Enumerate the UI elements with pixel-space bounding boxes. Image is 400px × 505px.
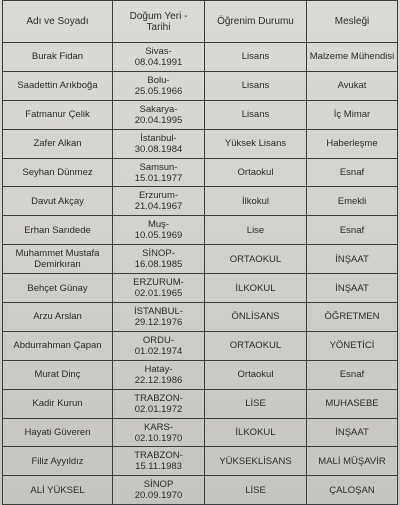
header-birth-line1: Doğum Yeri -: [129, 10, 188, 22]
table-row: [3, 158, 398, 187]
table-row: [3, 245, 398, 274]
cell-name: Hayati Güveren: [3, 418, 113, 447]
table-row: [3, 360, 398, 389]
birth-date: 10.05.1969: [134, 230, 183, 242]
birth-date: 02.01.1972: [134, 403, 183, 415]
header-birth: [113, 1, 205, 43]
cell-education: İlkokul: [205, 187, 307, 216]
birth-date: 16.08.1985: [134, 259, 183, 271]
birth-date: 25.05.1966: [134, 85, 183, 97]
cell-birth: [113, 389, 205, 418]
table-row: [3, 418, 398, 447]
cell-birth: [113, 216, 205, 245]
birth-date: 29.12.1976: [134, 316, 183, 328]
cell-occupation: İç Mimar: [307, 100, 398, 129]
table-row: [3, 216, 398, 245]
cell-name: Fatmanur Çelik: [3, 100, 113, 129]
cell-occupation: İNŞAAT: [307, 418, 398, 447]
birth-date: 21.04.1967: [134, 201, 183, 213]
table-row: [3, 447, 398, 476]
cell-education: LİSE: [205, 476, 307, 505]
cell-education: ORTAOKUL: [205, 331, 307, 360]
cell-occupation: Emekli: [307, 187, 398, 216]
cell-education: Lisans: [205, 71, 307, 100]
table-row: [3, 43, 398, 72]
birth-place: ERZURUM-: [133, 277, 184, 289]
cell-occupation: YÖNETİCİ: [307, 331, 398, 360]
table-row: [3, 389, 398, 418]
table-row: [3, 476, 398, 505]
cell-education: Yüksek Lisans: [205, 129, 307, 158]
cell-birth: [113, 360, 205, 389]
cell-education: Lisans: [205, 100, 307, 129]
cell-birth: [113, 303, 205, 332]
cell-occupation: MUHASEBE: [307, 389, 398, 418]
table-row: [3, 100, 398, 129]
cell-birth: [113, 274, 205, 303]
birth-date: 08.04.1991: [134, 56, 183, 68]
birth-place: İstanbul-: [140, 132, 177, 144]
cell-education: İLKOKUL: [205, 418, 307, 447]
cell-birth: [113, 476, 205, 505]
cell-name: Arzu Arslan: [3, 303, 113, 332]
table-row: [3, 71, 398, 100]
cell-name: Filiz Ayyıldız: [3, 447, 113, 476]
header-name: Adı ve Soyadı: [3, 1, 113, 43]
birth-date: 02.01.1965: [134, 288, 183, 300]
header-birth-line2: Tarihi: [146, 21, 171, 33]
cell-birth: [113, 71, 205, 100]
birth-place: TRABZON-: [134, 450, 183, 462]
birth-place: KARS-: [143, 421, 174, 433]
cell-name: Erhan Sarıdede: [3, 216, 113, 245]
cell-name: ALİ YÜKSEL: [3, 476, 113, 505]
birth-date: 02.10.1970: [134, 432, 183, 444]
cell-occupation: Haberleşme: [307, 129, 398, 158]
cell-education: ORTAOKUL: [205, 245, 307, 274]
table-row: [3, 274, 398, 303]
cell-education: İLKOKUL: [205, 274, 307, 303]
birth-place: TRABZON-: [134, 392, 183, 404]
birth-date: 15.01.1977: [134, 172, 183, 184]
birth-date: 15.11.1983: [135, 461, 182, 473]
table-row: [3, 129, 398, 158]
cell-education: YÜKSEKLİSANS: [205, 447, 307, 476]
cell-education: Ortaokul: [205, 158, 307, 187]
cell-occupation: ÖĞRETMEN: [307, 303, 398, 332]
header-occupation: Mesleği: [307, 1, 398, 43]
birth-date: 01.02.1974: [134, 345, 183, 357]
cell-occupation: İNŞAAT: [307, 245, 398, 274]
cell-birth: [113, 187, 205, 216]
birth-place: Sakarya-: [139, 103, 178, 115]
birth-date: 22.12.1986: [134, 374, 183, 386]
cell-birth: [113, 129, 205, 158]
cell-occupation: İNŞAAT: [307, 274, 398, 303]
birth-place: SİNOP-: [142, 248, 175, 260]
cell-name: Murat Dinç: [3, 360, 113, 389]
cell-birth: [113, 331, 205, 360]
cell-occupation: MALİ MÜŞAVİR: [307, 447, 398, 476]
birth-place: İSTANBUL-: [134, 305, 183, 317]
cell-name: Davut Akçay: [3, 187, 113, 216]
cell-name: Muhammet Mustafa Demirkıran: [3, 245, 113, 274]
cell-name: Zafer Alkan: [3, 129, 113, 158]
birth-place: Erzurum-: [138, 190, 179, 202]
cell-occupation: Esnaf: [307, 216, 398, 245]
cell-birth: [113, 100, 205, 129]
birth-date: 20.09.1970: [134, 490, 183, 502]
cell-occupation: Esnaf: [307, 360, 398, 389]
cell-education: Ortaokul: [205, 360, 307, 389]
cell-name: Seyhan Dünmez: [3, 158, 113, 187]
cell-name: Abdurrahman Çapan: [3, 331, 113, 360]
table-row: [3, 303, 398, 332]
people-table: [2, 0, 398, 505]
birth-place: Bolu-: [147, 74, 170, 86]
cell-birth: [113, 158, 205, 187]
cell-education: LİSE: [205, 389, 307, 418]
cell-name: Kadir Kurun: [3, 389, 113, 418]
cell-education: Lisans: [205, 43, 307, 72]
table-row: [3, 187, 398, 216]
birth-place: Muş-: [147, 219, 170, 231]
birth-place: ORDU-: [142, 334, 175, 346]
birth-place: Hatay-: [144, 363, 173, 375]
table-row: [3, 331, 398, 360]
cell-occupation: ÇALOŞAN: [307, 476, 398, 505]
birth-date: 20.04.1995: [134, 114, 183, 126]
cell-occupation: Malzeme Mühendisi: [307, 43, 398, 72]
cell-name: Behçet Günay: [3, 274, 113, 303]
cell-birth: [113, 418, 205, 447]
birth-place: SİNOP: [143, 479, 174, 491]
table-header-row: [3, 1, 398, 43]
cell-education: Lise: [205, 216, 307, 245]
cell-education: ÖNLİSANS: [205, 303, 307, 332]
cell-name: Saadettin Arıkboğa: [3, 71, 113, 100]
birth-place: Samsun-: [139, 161, 178, 173]
cell-birth: [113, 245, 205, 274]
cell-birth: [113, 43, 205, 72]
header-education: Öğrenim Durumu: [205, 1, 307, 43]
cell-occupation: Esnaf: [307, 158, 398, 187]
cell-occupation: Avukat: [307, 71, 398, 100]
cell-name: Burak Fidan: [3, 43, 113, 72]
cell-birth: [113, 447, 205, 476]
birth-place: Sivas-: [145, 45, 172, 57]
birth-date: 30.08.1984: [134, 143, 183, 155]
